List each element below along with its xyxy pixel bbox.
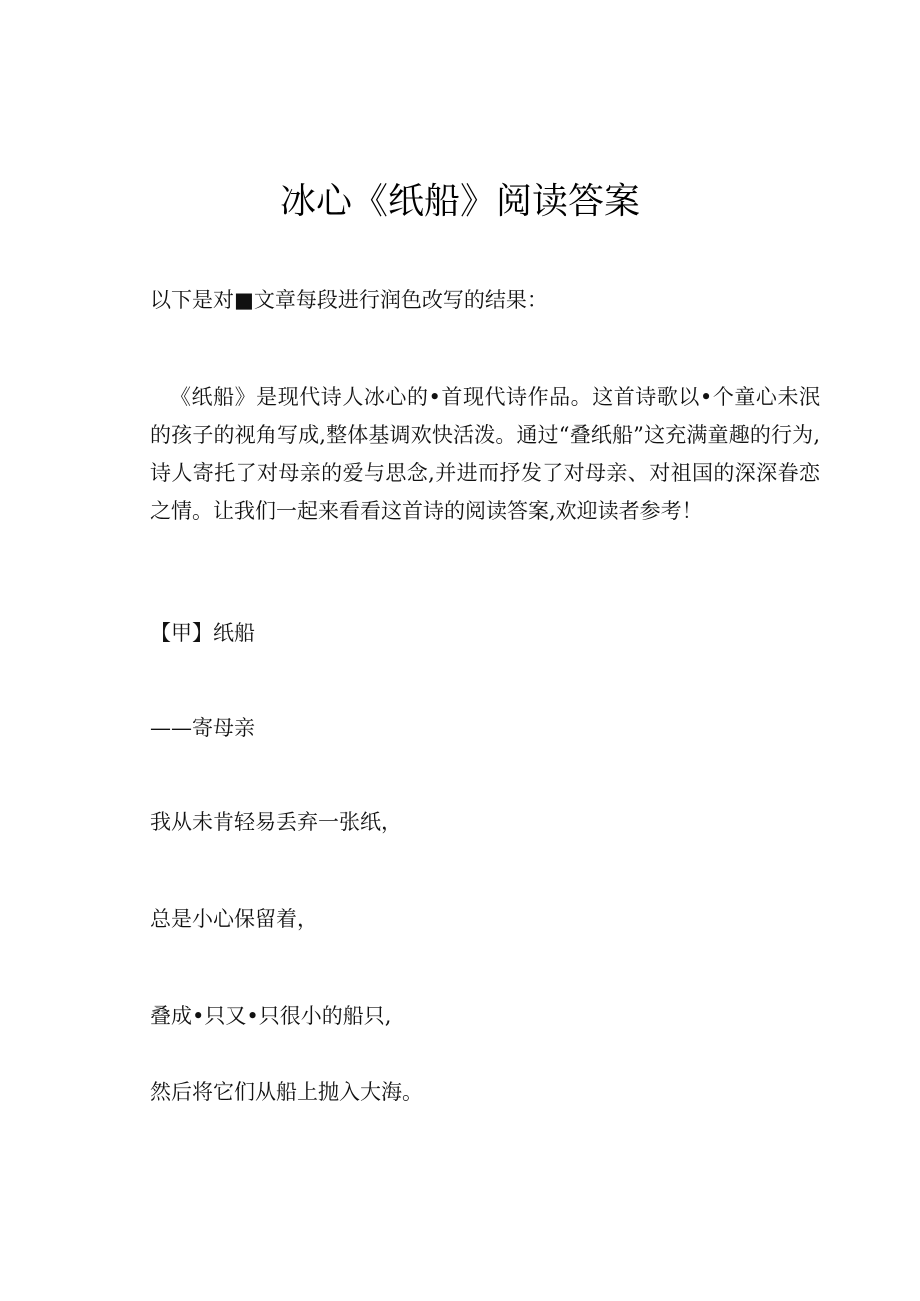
intro-line: 以下是对■文章每段进行润色改写的结果： — [150, 288, 548, 312]
poem-heading: 【甲】纸船 — [150, 621, 255, 645]
poem-line: 叠成•只又•只很小的船只, — [150, 1004, 392, 1028]
poem-subtitle: ——寄母亲 — [150, 716, 255, 740]
poem-line: 然后将它们从船上抛入大海。 — [150, 1080, 423, 1104]
body-paragraph: 《纸船》是现代诗人冰心的•首现代诗作品。这首诗歌以•个童心未泯的孩子的视角写成,整体基调欢快活泼。通过“叠纸船”这充满童趣的行为,诗人寄托了对母亲的爱与思念,并进而抒发了对母亲、对祖国的深深眷恋之情。让我们一起来看看这首诗的阅读答案,欢迎读者参考！ — [150, 385, 820, 523]
poem-line: 我从未肯轻易丢弃一张纸， — [150, 810, 402, 834]
poem-line: 总是小心保留着， — [150, 907, 318, 931]
document-title: 冰心《纸船》阅读答案 — [279, 181, 640, 222]
